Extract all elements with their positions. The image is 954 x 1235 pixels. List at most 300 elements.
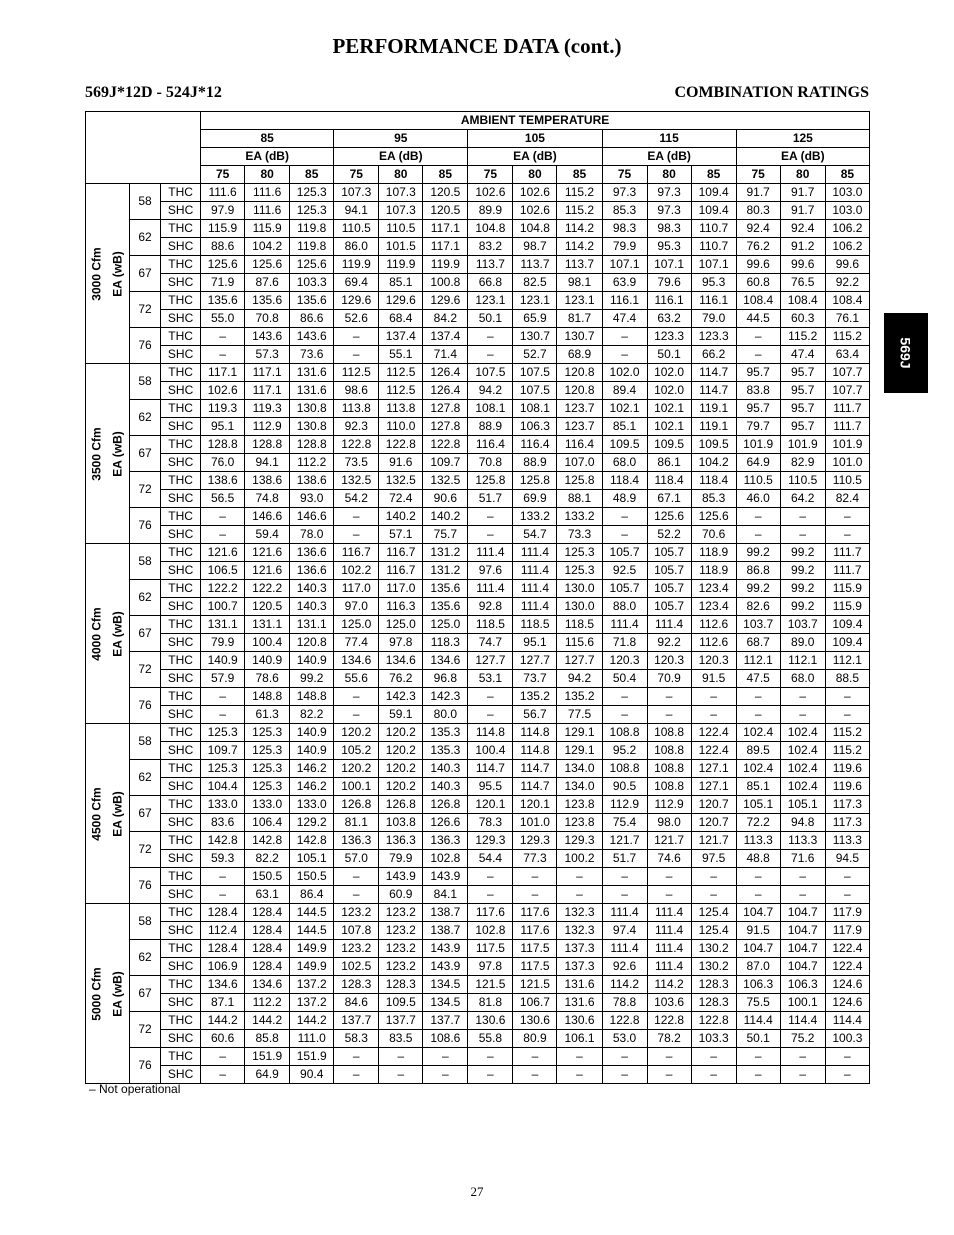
table-cell: – <box>334 508 379 526</box>
table-cell: 73.3 <box>557 526 602 544</box>
wb-value: 62 <box>130 580 161 616</box>
table-cell: – <box>334 1066 379 1084</box>
table-cell: 125.3 <box>245 760 290 778</box>
table-cell: 72.4 <box>379 490 423 508</box>
table-cell: 94.1 <box>245 454 290 472</box>
row-type-label: THC <box>161 580 201 598</box>
table-cell: 112.6 <box>691 634 736 652</box>
table-cell: 107.7 <box>825 382 869 400</box>
table-cell: 116.1 <box>647 292 691 310</box>
table-cell: 102.0 <box>647 364 691 382</box>
cfm-label <box>86 364 108 544</box>
row-type-label: THC <box>161 220 201 238</box>
table-cell: – <box>557 868 602 886</box>
table-cell: 85.1 <box>602 418 647 436</box>
row-type-label: SHC <box>161 814 201 832</box>
table-cell: 107.5 <box>513 364 557 382</box>
row-type-label: SHC <box>161 994 201 1012</box>
table-cell: 129.3 <box>513 832 557 850</box>
table-cell: 151.9 <box>290 1048 334 1066</box>
table-cell: 81.1 <box>334 814 379 832</box>
table-cell: 112.4 <box>201 922 245 940</box>
table-cell: 113.7 <box>468 256 513 274</box>
table-cell: 127.7 <box>468 652 513 670</box>
table-row <box>86 904 870 922</box>
table-cell: 46.0 <box>736 490 780 508</box>
table-cell: 111.7 <box>825 418 869 436</box>
table-cell: – <box>825 508 869 526</box>
table-cell: 54.7 <box>513 526 557 544</box>
table-cell: 99.2 <box>780 598 825 616</box>
table-cell: – <box>602 706 647 724</box>
table-cell: 95.7 <box>736 364 780 382</box>
table-cell: 112.1 <box>780 652 825 670</box>
table-cell: 66.8 <box>468 274 513 292</box>
table-cell: 105.7 <box>647 544 691 562</box>
ratings-label: COMBINATION RATINGS <box>674 84 869 101</box>
table-cell: 95.1 <box>513 634 557 652</box>
table-cell: 140.9 <box>201 652 245 670</box>
table-cell: 92.8 <box>468 598 513 616</box>
table-cell: – <box>602 508 647 526</box>
table-cell: 123.8 <box>557 796 602 814</box>
wb-value: 76 <box>130 508 161 544</box>
table-cell: 100.4 <box>245 634 290 652</box>
table-cell: – <box>334 1048 379 1066</box>
table-cell: 105.7 <box>647 598 691 616</box>
wb-value: 72 <box>130 292 161 328</box>
footnote: – Not operational <box>89 1082 181 1096</box>
table-cell: 85.3 <box>602 202 647 220</box>
row-type-label: THC <box>161 904 201 922</box>
table-cell: 120.8 <box>557 364 602 382</box>
table-cell: – <box>602 688 647 706</box>
row-type-label: SHC <box>161 274 201 292</box>
table-cell: 120.2 <box>379 742 423 760</box>
table-cell: 82.2 <box>245 850 290 868</box>
table-cell: 117.9 <box>825 922 869 940</box>
table-cell: 120.8 <box>557 382 602 400</box>
table-cell: 82.9 <box>780 454 825 472</box>
wb-value: 76 <box>130 328 161 364</box>
table-cell: 125.3 <box>557 544 602 562</box>
sub-temp-header: 75 <box>736 166 780 184</box>
table-cell: 71.9 <box>201 274 245 292</box>
table-cell: 123.1 <box>513 292 557 310</box>
table-cell: 118.4 <box>647 472 691 490</box>
table-cell: 116.4 <box>513 436 557 454</box>
table-cell: – <box>780 706 825 724</box>
table-cell: 48.9 <box>602 490 647 508</box>
table-cell: – <box>468 688 513 706</box>
table-cell: – <box>334 706 379 724</box>
table-cell: 57.1 <box>379 526 423 544</box>
row-type-label: SHC <box>161 202 201 220</box>
table-cell: 142.8 <box>290 832 334 850</box>
table-cell: 73.6 <box>290 346 334 364</box>
table-cell: 104.2 <box>691 454 736 472</box>
table-cell: 126.6 <box>423 814 468 832</box>
table-cell: 57.9 <box>201 670 245 688</box>
table-cell: 119.6 <box>825 760 869 778</box>
table-cell: 148.8 <box>290 688 334 706</box>
table-cell: 137.2 <box>290 976 334 994</box>
table-cell: 106.2 <box>825 220 869 238</box>
table-cell: 94.2 <box>468 382 513 400</box>
wb-value: 76 <box>130 868 161 904</box>
table-cell: 122.8 <box>334 436 379 454</box>
row-type-label: THC <box>161 256 201 274</box>
table-cell: 50.1 <box>468 310 513 328</box>
table-cell: 105.2 <box>334 742 379 760</box>
table-cell: 84.1 <box>423 886 468 904</box>
row-type-label: THC <box>161 940 201 958</box>
table-row <box>86 724 870 742</box>
table-cell: 143.6 <box>290 328 334 346</box>
table-cell: 107.8 <box>334 922 379 940</box>
table-cell: 92.5 <box>602 562 647 580</box>
ea-wb-label <box>108 904 130 1084</box>
sub-temp-header: 85 <box>557 166 602 184</box>
table-cell: 123.2 <box>379 904 423 922</box>
table-row <box>86 742 870 760</box>
table-cell: 106.7 <box>513 994 557 1012</box>
table-cell: 114.2 <box>647 976 691 994</box>
table-cell: 122.8 <box>379 436 423 454</box>
table-cell: 102.4 <box>780 724 825 742</box>
table-cell: 119.8 <box>290 238 334 256</box>
table-cell: 118.5 <box>513 616 557 634</box>
table-cell: 111.4 <box>513 580 557 598</box>
table-cell: 113.3 <box>825 832 869 850</box>
table-cell: 99.6 <box>736 256 780 274</box>
wb-value: 72 <box>130 832 161 868</box>
table-cell: 123.4 <box>691 598 736 616</box>
table-cell: 77.3 <box>513 850 557 868</box>
row-type-label: SHC <box>161 634 201 652</box>
table-cell: 99.2 <box>290 670 334 688</box>
table-cell: 107.5 <box>513 382 557 400</box>
table-cell: 101.9 <box>780 436 825 454</box>
table-row <box>86 526 870 544</box>
table-cell: 113.3 <box>780 832 825 850</box>
table-cell: 102.1 <box>602 400 647 418</box>
sub-temp-header: 80 <box>647 166 691 184</box>
table-cell: 104.7 <box>736 940 780 958</box>
table-cell: 120.2 <box>379 724 423 742</box>
table-cell: 117.5 <box>513 940 557 958</box>
table-cell: 111.4 <box>647 904 691 922</box>
table-cell: 63.4 <box>825 346 869 364</box>
table-cell: 106.4 <box>245 814 290 832</box>
table-cell: 144.2 <box>290 1012 334 1030</box>
table-cell: 130.2 <box>691 958 736 976</box>
table-cell: 52.2 <box>647 526 691 544</box>
table-cell: 146.2 <box>290 778 334 796</box>
table-cell: – <box>557 1066 602 1084</box>
table-cell: – <box>736 706 780 724</box>
table-row <box>86 328 870 346</box>
row-type-label: SHC <box>161 742 201 760</box>
table-cell: 120.2 <box>379 760 423 778</box>
cfm-label <box>86 904 108 1084</box>
table-cell: 92.6 <box>602 958 647 976</box>
table-cell: 122.8 <box>691 1012 736 1030</box>
table-cell: 70.8 <box>245 310 290 328</box>
table-cell: 124.6 <box>825 976 869 994</box>
table-cell: 115.9 <box>825 580 869 598</box>
table-cell: 102.5 <box>334 958 379 976</box>
wb-value: 67 <box>130 796 161 832</box>
table-cell: 123.2 <box>379 940 423 958</box>
table-cell: 71.4 <box>423 346 468 364</box>
row-type-label: THC <box>161 472 201 490</box>
table-cell: 128.8 <box>290 436 334 454</box>
table-cell: 120.1 <box>468 796 513 814</box>
table-cell: 76.1 <box>825 310 869 328</box>
table-row <box>86 634 870 652</box>
table-cell: 134.6 <box>379 652 423 670</box>
table-cell: 116.7 <box>379 562 423 580</box>
table-cell: 108.8 <box>647 742 691 760</box>
table-cell: 136.3 <box>334 832 379 850</box>
table-cell: 111.0 <box>290 1030 334 1048</box>
table-cell: – <box>334 868 379 886</box>
row-type-label: SHC <box>161 418 201 436</box>
table-cell: 70.6 <box>691 526 736 544</box>
wb-value: 67 <box>130 256 161 292</box>
table-cell: 77.5 <box>557 706 602 724</box>
table-cell: 115.2 <box>780 328 825 346</box>
table-row <box>86 760 870 778</box>
table-row <box>86 976 870 994</box>
table-cell: 138.7 <box>423 922 468 940</box>
table-cell: 130.6 <box>557 1012 602 1030</box>
table-cell: 83.5 <box>379 1030 423 1048</box>
table-cell: 53.1 <box>468 670 513 688</box>
table-cell: 144.2 <box>201 1012 245 1030</box>
row-type-label: THC <box>161 292 201 310</box>
ea-wb-label <box>108 364 130 544</box>
table-cell: 104.8 <box>468 220 513 238</box>
table-cell: 128.8 <box>201 436 245 454</box>
table-cell: 94.2 <box>557 670 602 688</box>
table-cell: 135.6 <box>423 580 468 598</box>
table-cell: 100.1 <box>780 994 825 1012</box>
table-row <box>86 598 870 616</box>
table-cell: 120.5 <box>423 184 468 202</box>
table-cell: 131.2 <box>423 544 468 562</box>
table-cell: 123.1 <box>468 292 513 310</box>
table-cell: – <box>201 526 245 544</box>
table-cell: 109.5 <box>691 436 736 454</box>
table-cell: – <box>468 508 513 526</box>
table-cell: 68.0 <box>602 454 647 472</box>
table-cell: – <box>825 1048 869 1066</box>
table-cell: 142.8 <box>245 832 290 850</box>
table-cell: 126.8 <box>334 796 379 814</box>
row-type-label: THC <box>161 328 201 346</box>
table-cell: 120.2 <box>379 778 423 796</box>
wb-value: 58 <box>130 544 161 580</box>
row-type-label: SHC <box>161 490 201 508</box>
table-cell: 114.2 <box>602 976 647 994</box>
table-cell: 104.7 <box>736 904 780 922</box>
table-cell: 112.1 <box>736 652 780 670</box>
table-cell: 128.4 <box>245 958 290 976</box>
table-cell: 138.6 <box>245 472 290 490</box>
table-cell: 83.2 <box>468 238 513 256</box>
table-cell: 117.3 <box>825 814 869 832</box>
table-row <box>86 1012 870 1030</box>
table-cell: – <box>691 886 736 904</box>
table-cell: 136.3 <box>423 832 468 850</box>
table-cell: 78.3 <box>468 814 513 832</box>
table-cell: 82.6 <box>736 598 780 616</box>
table-cell: 134.5 <box>423 976 468 994</box>
table-cell: 142.8 <box>201 832 245 850</box>
table-cell: 123.4 <box>691 580 736 598</box>
table-cell: – <box>513 886 557 904</box>
ea-db-header: EA (dB) <box>468 148 602 166</box>
table-cell: 130.0 <box>557 598 602 616</box>
performance-table <box>85 111 870 1084</box>
table-cell: 110.7 <box>691 238 736 256</box>
table-cell: 91.5 <box>691 670 736 688</box>
ea-wb-label <box>108 724 130 904</box>
table-cell: 114.2 <box>557 238 602 256</box>
table-cell: 119.9 <box>334 256 379 274</box>
table-cell: 119.1 <box>691 400 736 418</box>
row-type-label: THC <box>161 796 201 814</box>
table-cell: 133.0 <box>201 796 245 814</box>
table-cell: 125.6 <box>647 508 691 526</box>
table-cell: – <box>334 688 379 706</box>
table-cell: 106.3 <box>513 418 557 436</box>
table-cell: 122.4 <box>825 940 869 958</box>
table-cell: 125.8 <box>557 472 602 490</box>
table-cell: 144.5 <box>290 904 334 922</box>
table-cell: 108.4 <box>825 292 869 310</box>
table-cell: 128.4 <box>245 904 290 922</box>
table-cell: 140.9 <box>290 742 334 760</box>
wb-value: 72 <box>130 652 161 688</box>
table-cell: 126.4 <box>423 382 468 400</box>
table-cell: 97.9 <box>201 202 245 220</box>
table-body <box>86 112 870 1084</box>
table-cell: 99.2 <box>736 580 780 598</box>
table-cell: 88.9 <box>513 454 557 472</box>
table-row <box>86 580 870 598</box>
table-cell: 107.1 <box>647 256 691 274</box>
table-row <box>86 1066 870 1084</box>
table-cell: 83.6 <box>201 814 245 832</box>
table-cell: 91.6 <box>379 454 423 472</box>
row-type-label: SHC <box>161 454 201 472</box>
table-cell: 135.2 <box>513 688 557 706</box>
table-cell: – <box>825 706 869 724</box>
wb-value: 62 <box>130 760 161 796</box>
table-cell: 130.2 <box>691 940 736 958</box>
wb-value: 67 <box>130 616 161 652</box>
table-cell: 120.3 <box>647 652 691 670</box>
side-tab <box>884 313 928 393</box>
table-cell: 107.3 <box>334 184 379 202</box>
table-cell: 59.3 <box>201 850 245 868</box>
table-cell: 120.7 <box>691 814 736 832</box>
table-row <box>86 436 870 454</box>
table-cell: 120.7 <box>691 796 736 814</box>
table-cell: 128.3 <box>691 976 736 994</box>
table-cell: – <box>468 1066 513 1084</box>
table-cell: – <box>201 1066 245 1084</box>
table-cell: 47.4 <box>780 346 825 364</box>
table-cell: 111.7 <box>825 562 869 580</box>
table-cell: 104.7 <box>780 922 825 940</box>
table-cell: 52.7 <box>513 346 557 364</box>
table-cell: 103.8 <box>379 814 423 832</box>
temp-header: 105 <box>468 130 602 148</box>
table-cell: – <box>736 886 780 904</box>
table-cell: 108.8 <box>647 778 691 796</box>
table-cell: 117.1 <box>423 238 468 256</box>
table-row <box>86 292 870 310</box>
table-cell: 78.0 <box>290 526 334 544</box>
row-type-label: SHC <box>161 346 201 364</box>
table-cell: 111.4 <box>602 940 647 958</box>
table-cell: 128.4 <box>201 940 245 958</box>
table-cell: 68.0 <box>780 670 825 688</box>
table-cell: 149.9 <box>290 958 334 976</box>
table-cell: 88.1 <box>557 490 602 508</box>
table-cell: 79.9 <box>201 634 245 652</box>
ea-wb-label-text: EA (wB) <box>110 970 125 1017</box>
table-cell: 137.3 <box>557 958 602 976</box>
row-type-label: THC <box>161 868 201 886</box>
wb-value: 67 <box>130 976 161 1012</box>
table-cell: 125.3 <box>245 724 290 742</box>
table-cell: 107.0 <box>557 454 602 472</box>
table-cell: 134.6 <box>334 652 379 670</box>
table-cell: – <box>602 346 647 364</box>
wb-value: 58 <box>130 724 161 760</box>
sub-temp-header: 75 <box>334 166 379 184</box>
row-type-label: THC <box>161 508 201 526</box>
table-cell: 125.3 <box>290 202 334 220</box>
row-type-label: SHC <box>161 958 201 976</box>
table-cell: 116.7 <box>379 544 423 562</box>
table-cell: 108.4 <box>736 292 780 310</box>
table-cell: – <box>602 328 647 346</box>
table-cell: 118.3 <box>423 634 468 652</box>
table-cell: 88.6 <box>201 238 245 256</box>
row-type-label: SHC <box>161 382 201 400</box>
table-cell: – <box>736 328 780 346</box>
table-cell: 114.4 <box>736 1012 780 1030</box>
table-cell: 82.5 <box>513 274 557 292</box>
table-cell: 137.4 <box>423 328 468 346</box>
table-cell: 113.3 <box>736 832 780 850</box>
table-cell: 98.1 <box>557 274 602 292</box>
page-number: 27 <box>470 1184 484 1199</box>
table-cell: 125.3 <box>201 724 245 742</box>
table-cell: – <box>780 1048 825 1066</box>
table-cell: 129.6 <box>423 292 468 310</box>
table-cell: – <box>736 688 780 706</box>
table-cell: 134.6 <box>245 976 290 994</box>
table-cell: 100.3 <box>825 1030 869 1048</box>
table-cell: 107.1 <box>691 256 736 274</box>
